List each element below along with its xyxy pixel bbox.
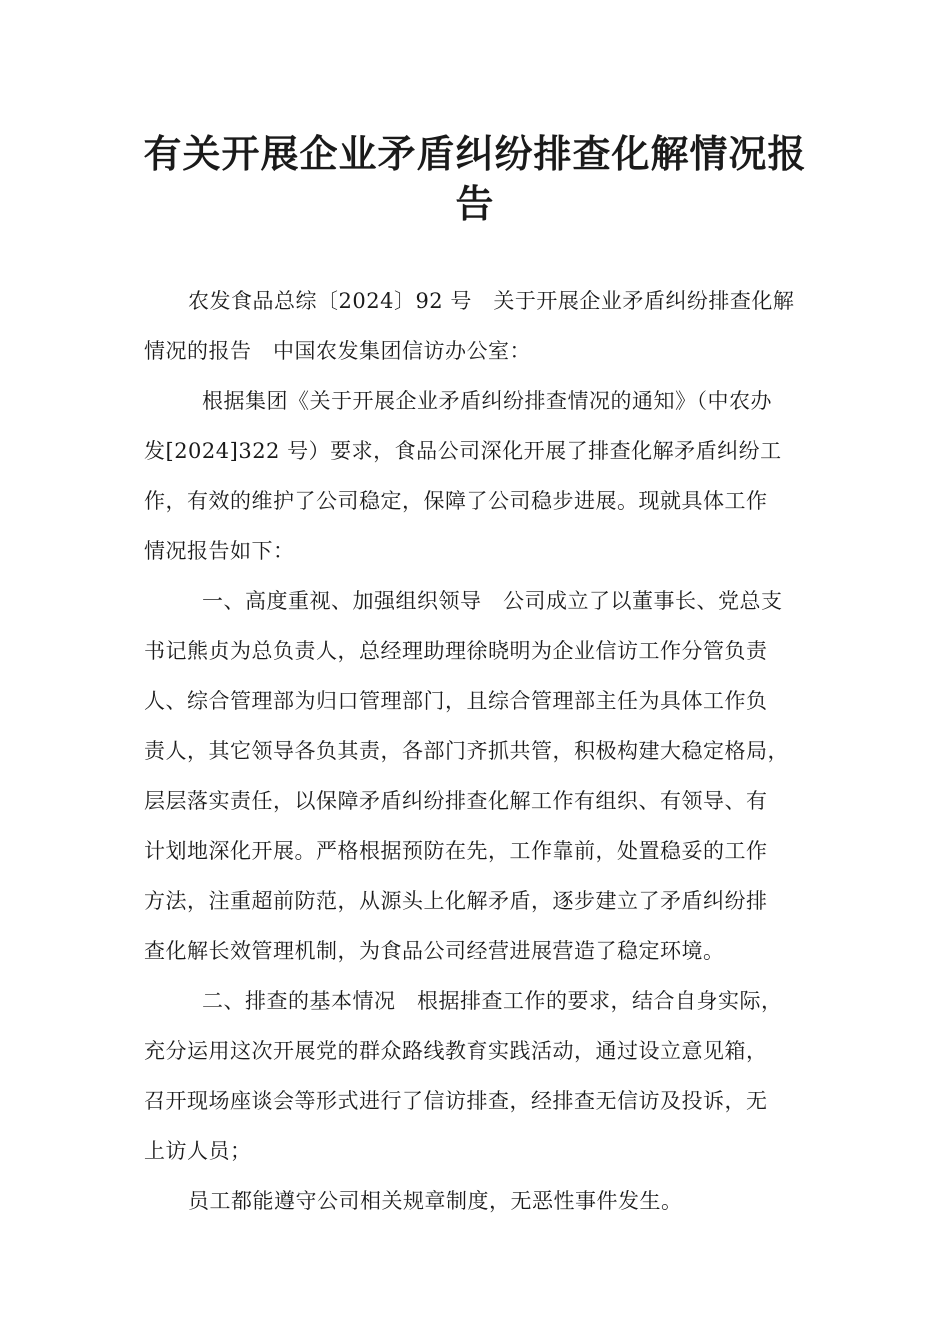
body-line-10: 责人，其它领导各负其责，各部门齐抓共管，积极构建大稳定格局，: [144, 739, 789, 763]
body-line-15: 二、排查的基本情况 根据排查工作的要求，结合自身实际，: [202, 989, 783, 1013]
body-line-7: 一、高度重视、加强组织领导 公司成立了以董事长、党总支: [202, 589, 783, 613]
document-title-line-2: 告: [455, 182, 495, 226]
body-line-14: 查化解长效管理机制，为食品公司经营进展营造了稳定环境。: [144, 939, 725, 963]
body-line-16: 充分运用这次开展党的群众路线教育实践活动，通过设立意见箱，: [144, 1039, 768, 1063]
body-line-11: 层层落实责任，以保障矛盾纠纷排查化解工作有组织、有领导、有: [144, 789, 768, 813]
body-line-2: 情况的报告 中国农发集团信访办公室：: [144, 339, 531, 363]
body-line-18: 上访人员；: [144, 1139, 252, 1163]
body-line-4: 发[2024]322 号）要求，食品公司深化开展了排查化解矛盾纠纷工: [144, 439, 782, 463]
body-line-5: 作，有效的维护了公司稳定，保障了公司稳步进展。现就具体工作: [144, 489, 768, 513]
body-line-13: 方法，注重超前防范，从源头上化解矛盾，逐步建立了矛盾纠纷排: [144, 889, 768, 913]
body-line-3: 根据集团《关于开展企业矛盾纠纷排查情况的通知》（中农办: [202, 389, 772, 413]
body-line-9: 人、综合管理部为归口管理部门，且综合管理部主任为具体工作负: [144, 689, 768, 713]
body-line-12: 计划地深化开展。严格根据预防在先，工作靠前，处置稳妥的工作: [144, 839, 768, 863]
body-line-17: 召开现场座谈会等形式进行了信访排查，经排查无信访及投诉，无: [144, 1089, 768, 1113]
body-line-1: 农发食品总综〔2024〕92 号 关于开展企业矛盾纠纷排查化解: [188, 289, 795, 313]
document-title-line-1: 有关开展企业矛盾纠纷排查化解情况报: [143, 132, 807, 176]
body-line-8: 书记熊贞为总负责人，总经理助理徐晓明为企业信访工作分管负责: [144, 639, 768, 663]
body-line-6: 情况报告如下：: [144, 539, 295, 563]
body-line-19: 员工都能遵守公司相关规章制度，无恶性事件发生。: [188, 1189, 683, 1213]
